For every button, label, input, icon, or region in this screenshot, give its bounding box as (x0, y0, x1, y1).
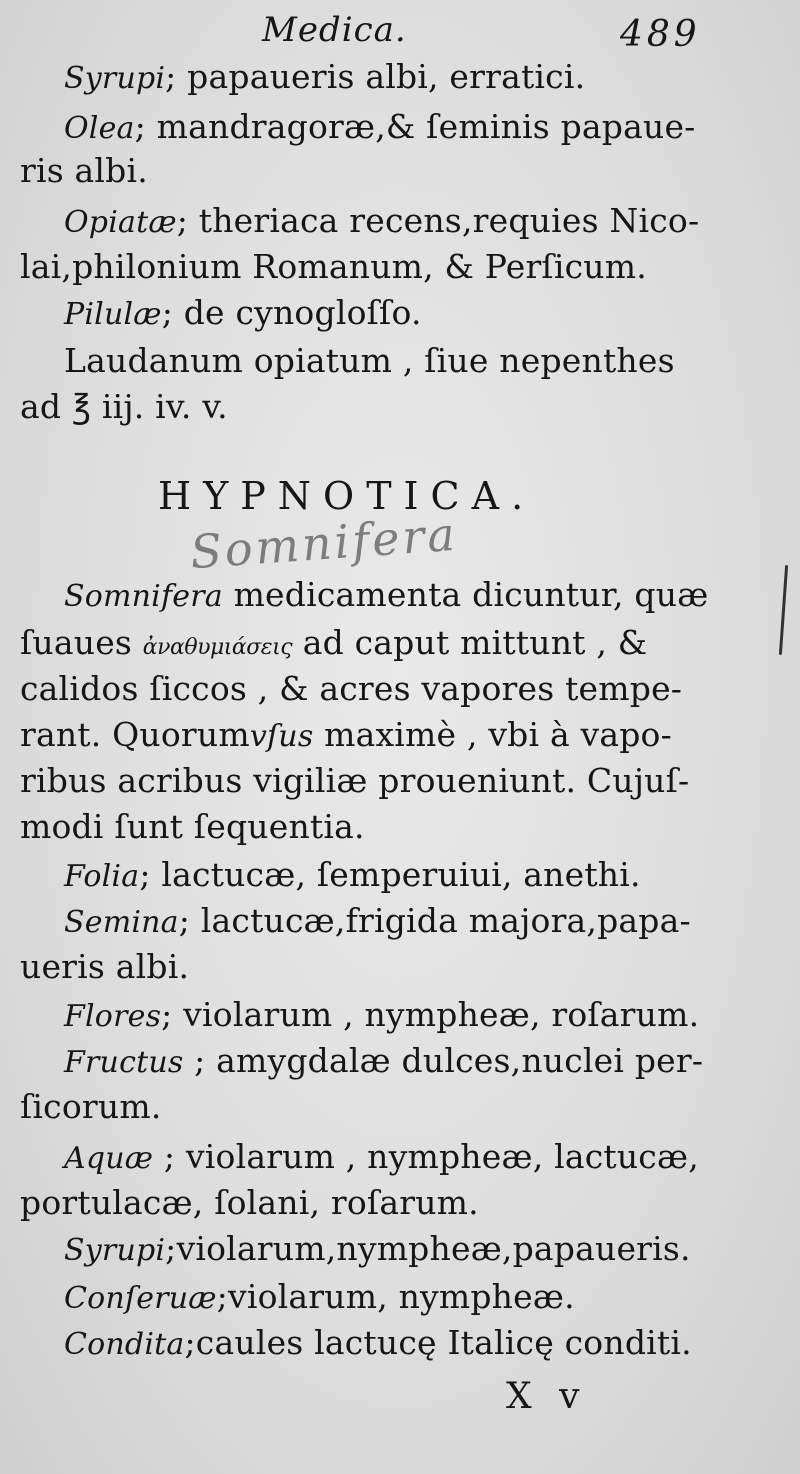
entry-term: Pilulæ (64, 297, 162, 332)
entry-text: ; de cynogloſſo. (161, 293, 422, 332)
text-line (20, 946, 760, 988)
text-line (64, 200, 800, 244)
entry-term: Syrupi (64, 1233, 166, 1268)
entry-term: Aquæ (64, 1141, 154, 1176)
entry-text: ; violarum , nympheæ, roſarum. (161, 995, 700, 1034)
entry-text: Laudanum opiatum , ſiue nepenthes (64, 341, 675, 380)
text-line (20, 1182, 760, 1224)
italic-word: vſus (249, 719, 314, 754)
entry-text: rant. Quorum (20, 715, 250, 754)
text-line (20, 760, 760, 802)
entry-text: calidos ſiccos , & acres vapores tempe- (20, 669, 683, 708)
entry-term: Condita (64, 1327, 185, 1362)
text-line (20, 1086, 760, 1128)
text-line (64, 854, 800, 898)
section-heading: HYPNOTICA. (158, 474, 536, 518)
text-line (64, 1322, 800, 1366)
text-line (64, 56, 800, 100)
text-line (64, 994, 800, 1038)
entry-term: Somnifera (64, 579, 223, 614)
text-line (20, 622, 760, 669)
entry-text: ; papaueris albi, erratici. (165, 57, 586, 96)
page-number: 489 (620, 14, 701, 55)
entry-text: portulacæ, ſolani, roſarum. (20, 1183, 479, 1222)
text-line (64, 1228, 800, 1272)
entry-text: ſicorum. (20, 1087, 162, 1126)
text-line (20, 806, 760, 848)
entry-term: Conſeruæ (64, 1281, 217, 1316)
entry-text: ;caules lactucę Italicę conditi. (184, 1323, 692, 1362)
text-line (20, 246, 760, 288)
entry-text: lai,philonium Romanum, & Perſicum. (20, 247, 647, 286)
entry-term: Fructus (64, 1045, 184, 1080)
entry-text: ; lactucæ,frigida majora,papa- (178, 901, 691, 940)
entry-term: Semina (64, 905, 179, 940)
entry-term: Flores (64, 999, 162, 1034)
entry-text: ; lactucæ, ſemperuiui, anethi. (139, 855, 641, 894)
text-line (20, 668, 760, 710)
handwritten-annotation: Somnifera (188, 506, 460, 580)
greek-word: ἀναθυμιάσεις (142, 635, 293, 660)
entry-text: ris albi. (20, 151, 148, 190)
signature-mark: X v (506, 1376, 588, 1417)
entry-text: ; mandragoræ,& ſeminis papaue- (134, 107, 696, 146)
text-line (20, 150, 760, 192)
text-line (64, 292, 800, 336)
text-line (64, 1136, 800, 1180)
text-line (64, 106, 800, 150)
entry-text: ſuaues (20, 623, 133, 662)
entry-text: medicamenta dicuntur, quæ (222, 575, 709, 614)
text-line (64, 340, 800, 382)
text-line (64, 1040, 800, 1084)
text-line (20, 386, 760, 428)
text-line (64, 1276, 800, 1320)
entry-term: Folia (64, 859, 140, 894)
entry-text: ;violarum, nympheæ. (216, 1277, 575, 1316)
entry-term: Opiatæ (64, 205, 177, 240)
entry-text: ; violarum , nympheæ, lactucæ, (153, 1137, 699, 1176)
entry-text: maximè , vbi à vapo- (313, 715, 672, 754)
running-title: Medica. (262, 10, 407, 50)
entry-text: ueris albi. (20, 947, 190, 986)
entry-term: Olea (64, 111, 135, 146)
entry-term: Syrupi (64, 61, 166, 96)
text-line (64, 900, 800, 944)
entry-text: ribus acribus vigiliæ proueniunt. Cujuſ- (20, 761, 690, 800)
entry-text: ad ℥ iij. iv. v. (20, 387, 228, 426)
entry-text: modi ſunt ſequentia. (20, 807, 365, 846)
entry-text: ;violarum,nympheæ,papaueris. (165, 1229, 691, 1268)
text-line (64, 574, 800, 618)
entry-text: ad caput mittunt , & (292, 623, 648, 662)
text-line (20, 714, 760, 758)
entry-text: ; theriaca recens,requies Nico- (176, 201, 700, 240)
page-header (0, 10, 800, 54)
entry-text: ; amygdalæ dulces,nuclei per- (183, 1041, 704, 1080)
